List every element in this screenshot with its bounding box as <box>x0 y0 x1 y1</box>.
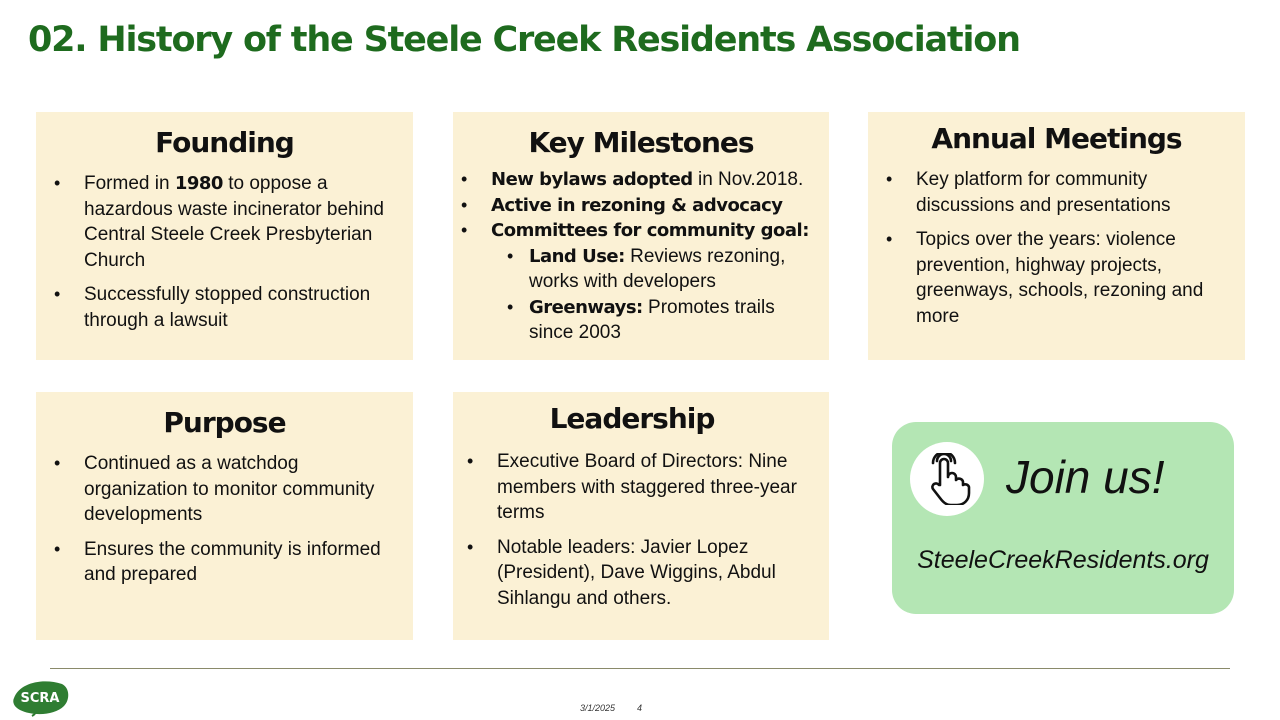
card-founding <box>36 112 413 360</box>
bold-text: Greenways: <box>529 296 643 318</box>
list-item <box>461 167 821 193</box>
card-key-milestones <box>453 112 829 360</box>
bullet-list <box>54 451 395 588</box>
card-leadership <box>453 392 829 640</box>
page-number: 4 <box>637 703 643 713</box>
text-segment: Promotes trails since 2003 <box>529 296 775 343</box>
list-item: • Executive Board of Directors: Nine members with staggered three-year terms <box>467 449 811 526</box>
website-link[interactable]: SteeleCreekResidents.org <box>917 546 1209 574</box>
text-segment: Formed in <box>84 173 175 194</box>
list-item <box>461 193 821 219</box>
bullet-list <box>54 171 395 333</box>
pointing-hand-icon <box>923 453 971 505</box>
bold-text: Land Use: <box>529 245 625 267</box>
card-purpose <box>36 392 413 640</box>
bold-text: Committees for community goal: <box>491 220 809 241</box>
list-item: • Topics over the years: violence prevention, highway projects, greenways, schools, rezoning and more <box>886 227 1227 329</box>
card-heading: Annual Meetings <box>931 122 1182 155</box>
card-annual-meetings <box>868 112 1245 360</box>
card-heading: Leadership <box>549 402 715 435</box>
card-heading: Key Milestones <box>528 126 754 159</box>
join-us-label[interactable]: Join us! <box>1006 451 1165 503</box>
logo-text: SCRA <box>20 691 60 706</box>
bullet-list <box>467 449 811 611</box>
sub-bullet-list <box>491 244 821 346</box>
bold-text: 1980 <box>174 173 223 194</box>
text-segment: to oppose a hazardous waste incinerator behind Central Steele Creek Presbyterian Church <box>84 173 384 271</box>
join-us-box[interactable] <box>892 422 1234 614</box>
bold-text: New bylaws adopted <box>491 169 693 190</box>
text-segment: Reviews rezoning, works with developers <box>529 245 786 292</box>
bullet-list <box>886 167 1227 329</box>
footer-divider <box>50 668 1230 669</box>
card-heading: Founding <box>155 126 294 159</box>
list-item: • Notable leaders: Javier Lopez (President), Dave Wiggins, Abdul Sihlangu and others. <box>467 535 811 612</box>
text-segment: in Nov.2018. <box>692 169 804 190</box>
slide-date: 3/1/2025 <box>580 703 616 713</box>
list-item <box>461 218 821 346</box>
slide-title: 02. History of the Steele Creek Residents Association <box>28 20 1020 60</box>
list-item: • Ensures the community is informed and prepared <box>54 537 395 588</box>
hand-icon-circle <box>910 442 984 516</box>
card-heading: Purpose <box>163 406 286 439</box>
scra-logo <box>10 678 72 718</box>
list-item: • Successfully stopped construction through a lawsuit <box>54 282 395 333</box>
bullet-list <box>461 167 821 346</box>
sub-list-item <box>491 295 821 346</box>
list-item: • Continued as a watchdog organization to monitor community developments <box>54 451 395 528</box>
sub-list-item <box>491 244 821 295</box>
bold-text: Active in rezoning & advocacy <box>491 194 783 216</box>
list-item: • Key platform for community discussions and presentations <box>886 167 1227 218</box>
list-item <box>54 171 395 273</box>
